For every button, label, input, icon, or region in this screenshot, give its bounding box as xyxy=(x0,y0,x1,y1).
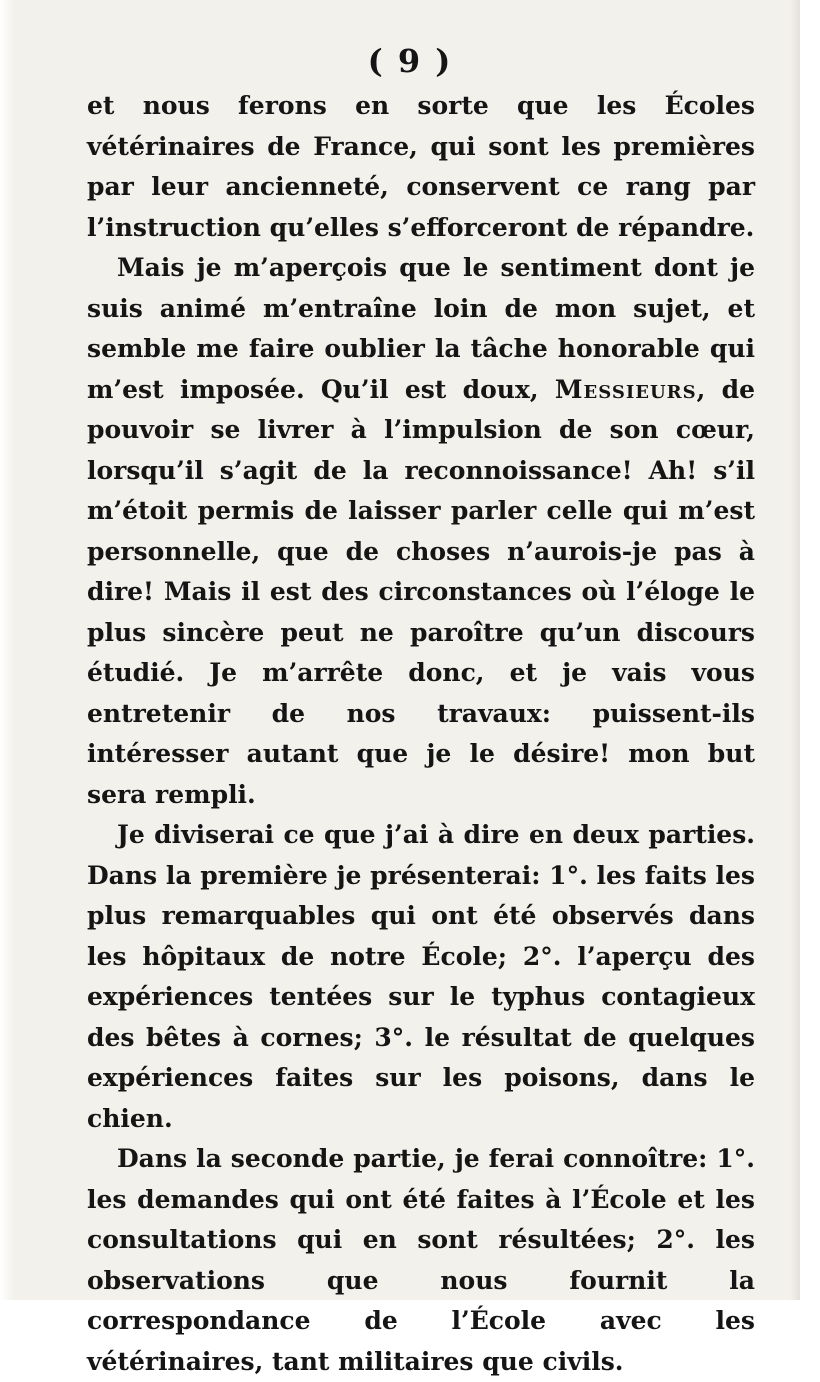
paragraph-text-after: , de pouvoir se livrer à l’impulsion de son cœur, lorsqu’il s’agit de la reconnoissance! Ah! s’il m’étoit permis de laisser parler celle qui m’est personnelle, que de choses n’aurois-je pas à dire! Mais il est des circonstances où l’éloge le plus sincère peut ne paroître qu’un discours étudié. Je m’arrête donc, et je vais vous entretenir de nos travaux: puissent-ils intéresser autant que je le désire! mon but sera rempli. xyxy=(87,374,755,809)
paragraph-continuation: et nous ferons en sorte que les Écoles vétérinaires de France, qui sont les premières par leur ancienneté, conservent ce rang par l’instruction qu’elles s’efforceront de répandre. xyxy=(87,91,755,242)
paragraph-digression xyxy=(87,248,755,815)
paragraph-text-before: Mais je m’aperçois que le sentiment dont je suis animé m’entraîne loin de mon sujet, et semble me faire oublier la tâche honorable qui m’est imposée. Qu’il est doux, xyxy=(87,253,755,404)
page-number: ( 9 ) xyxy=(367,42,453,80)
address-messieurs: Messieurs xyxy=(554,374,697,404)
body-text xyxy=(87,86,755,1382)
paragraph-first-part: Je diviserai ce que j’ai à dire en deux parties. Dans la première je présenterai: 1°. les faits les plus remarquables qui ont été observés dans les hôpitaux de notre École; 2°. l’aperçu des expériences tentées sur le typhus contagieux des bêtes à cornes; 3°. le résultat de quelques expériences faites sur les poisons, dans le chien. xyxy=(87,820,755,1133)
paragraph-second-part: Dans la seconde partie, je ferai connoître: 1°. les demandes qui ont été faites à l’École et les consultations qui en sont résultées; 2°. les observations que nous fournit la correspondance de l’École avec les vétérinaires, tant militaires que civils. xyxy=(87,1144,755,1376)
